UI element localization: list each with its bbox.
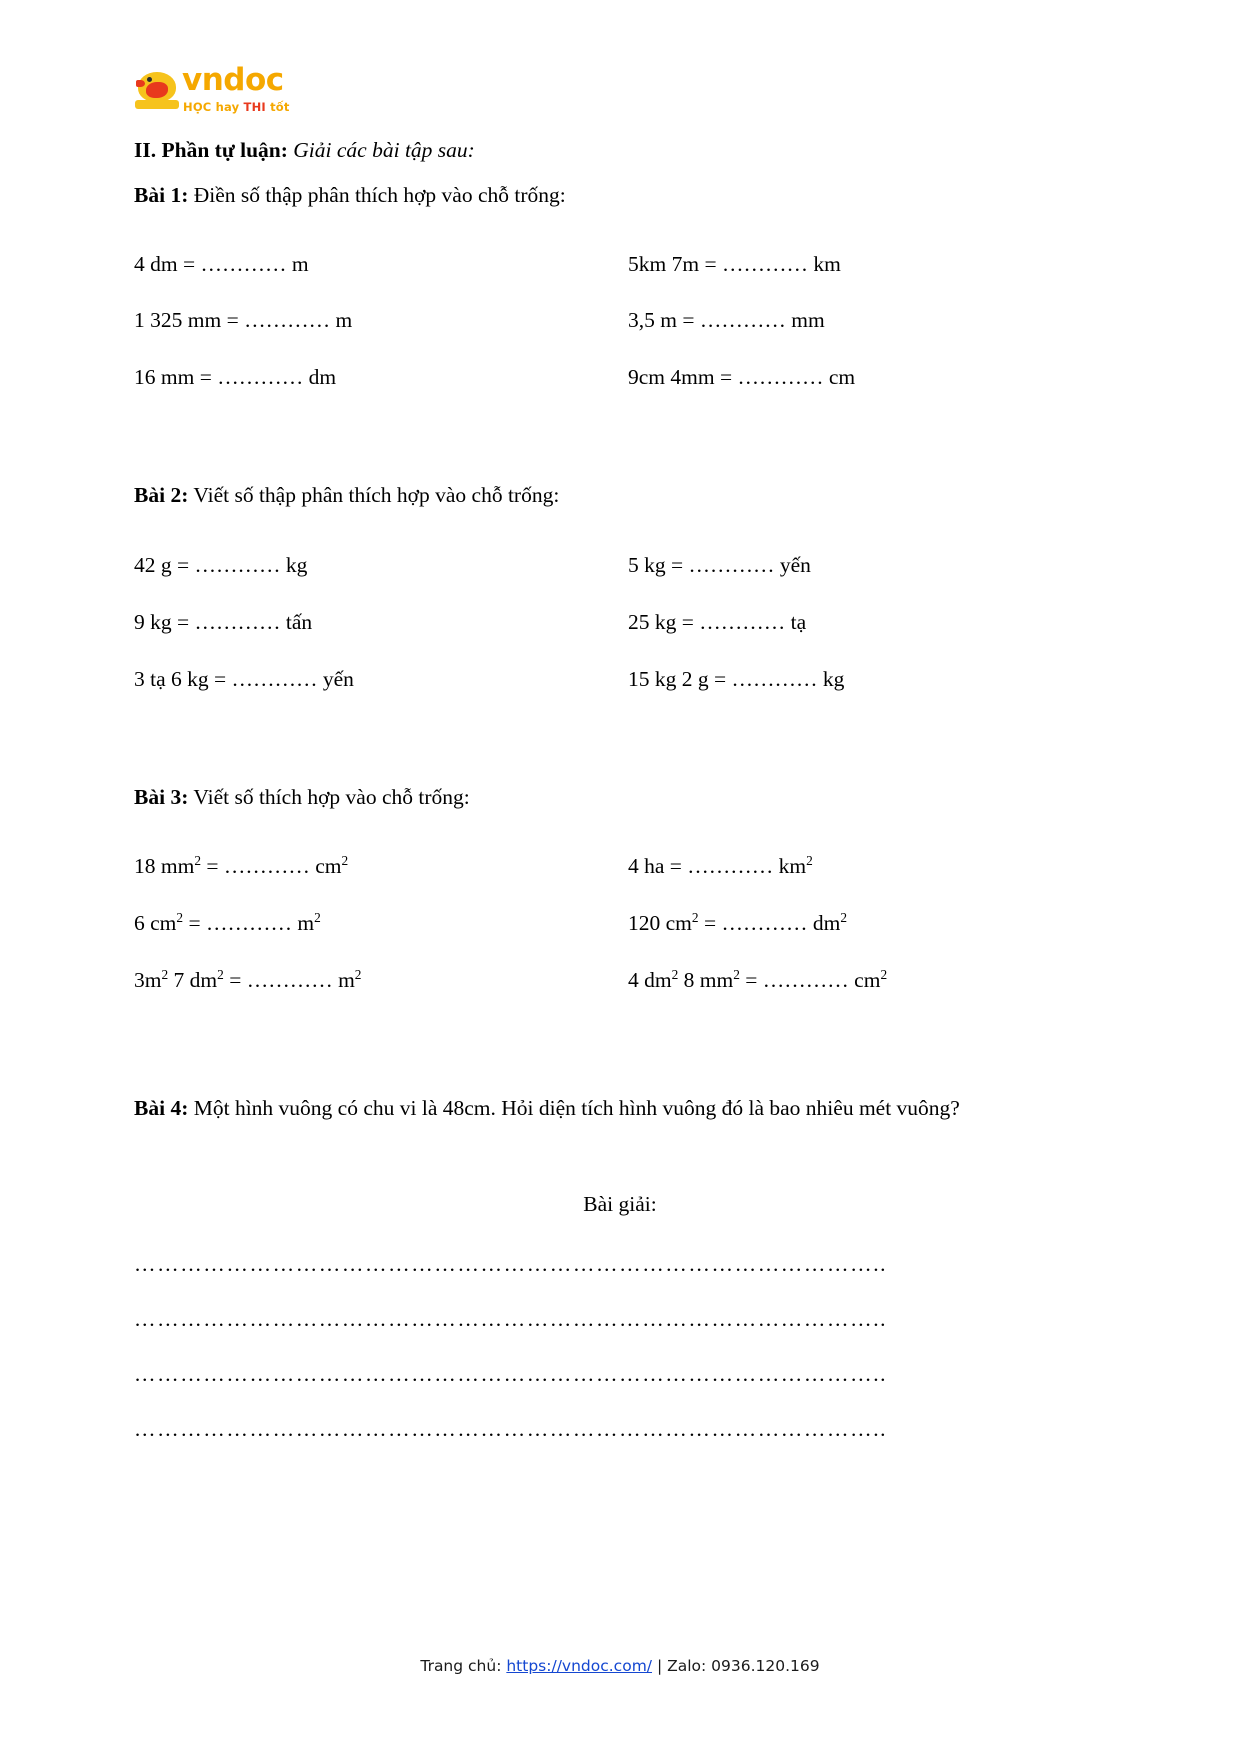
solution-heading: Bài giải: [583, 1192, 657, 1216]
exercise-1-row-3-right: 9cm 4mm = ………… cm [628, 365, 856, 389]
vndoc-logo [134, 62, 314, 124]
exercise-2-row-1-left: 42 g = ………… kg [134, 553, 308, 577]
exercise-3-row-2-left: 6 $cm^2$ = ………… $m^2$ [134, 909, 321, 935]
exercise-1-row-2-left: 1 325 mm = ………… m [134, 308, 353, 332]
exercise-3-row-1-left: 18 $mm^2$ = ………… $cm^2$ [134, 852, 349, 878]
exercise-1-prompt: Điền số thập phân thích hợp vào chỗ trống: [193, 183, 566, 207]
exercise-2-prompt: Viết số thập phân thích hợp vào chỗ trống: [193, 483, 560, 507]
exercise-4-heading [134, 1092, 1094, 1125]
answer-line-3: …………………………………………………………………………………….. [134, 1362, 888, 1386]
bird-logo-icon [134, 66, 180, 110]
exercise-3-row-1-right: 4 ha = ………… $km^2$ [628, 852, 813, 878]
exercise-1-row-1-left: 4 dm = ………… m [134, 252, 309, 276]
logo-tagline-thi: THI [243, 100, 271, 114]
exercise-2-row-2-right: 25 kg = ………… tạ [628, 610, 807, 634]
answer-line-1: …………………………………………………………………………………….. [134, 1252, 888, 1276]
exercise-2-row-3-left: 3 tạ 6 kg = ………… yến [134, 667, 354, 691]
answer-line-4: …………………………………………………………………………………….. [134, 1417, 888, 1441]
footer-suffix: | Zalo: 0936.120.169 [652, 1657, 820, 1675]
section-heading [134, 138, 475, 163]
answer-line-2: …………………………………………………………………………………….. [134, 1307, 888, 1331]
exercise-2-row-1-right: 5 kg = ………… yến [628, 553, 811, 577]
exercise-1-row-2-right: 3,5 m = ………… mm [628, 308, 825, 332]
exercise-1-heading [134, 183, 566, 208]
exercise-1-row-1-right: 5km 7m = ………… km [628, 252, 841, 276]
logo-tagline-hoc: HỌC hay [183, 100, 244, 114]
page-footer [0, 1657, 1240, 1675]
logo-tagline-tot: tốt [270, 100, 290, 114]
footer-prefix: Trang chủ: [420, 1657, 507, 1675]
exercise-1-label: Bài 1: [134, 183, 189, 207]
section-number: II. Phần tự luận: [134, 138, 288, 162]
exercise-4-prompt: Một hình vuông có chu vi là 48cm. Hỏi diện tích hình vuông đó là bao nhiêu mét vuông? [193, 1096, 960, 1120]
exercise-1-row-3-left: 16 mm = ………… dm [134, 365, 337, 389]
exercise-2-label: Bài 2: [134, 483, 189, 507]
exercise-3-row-2-right: 120 $cm^2$ = ………… $dm^2$ [628, 909, 847, 935]
exercise-3-prompt: Viết số thích hợp vào chỗ trống: [193, 785, 470, 809]
logo-wordmark: vndoc [182, 62, 284, 98]
exercise-3-label: Bài 3: [134, 785, 189, 809]
footer-home-link[interactable]: https://vndoc.com/ [506, 1657, 653, 1675]
exercise-3-row-3-left: $3m^2$ 7 $dm^2$ = ………… $m^2$ [134, 966, 362, 992]
exercise-4-label: Bài 4: [134, 1096, 189, 1120]
exercise-2-row-3-right: 15 kg 2 g = ………… kg [628, 667, 845, 691]
exercise-3-row-3-right: 4 $dm^2$ 8 $mm^2$ = ………… $cm^2$ [628, 966, 888, 992]
section-instruction: Giải các bài tập sau: [293, 138, 475, 162]
exercise-2-heading [134, 483, 559, 508]
exercise-2-row-2-left: 9 kg = ………… tấn [134, 610, 313, 634]
exercise-3-heading [134, 785, 470, 810]
logo-tagline [183, 100, 290, 114]
